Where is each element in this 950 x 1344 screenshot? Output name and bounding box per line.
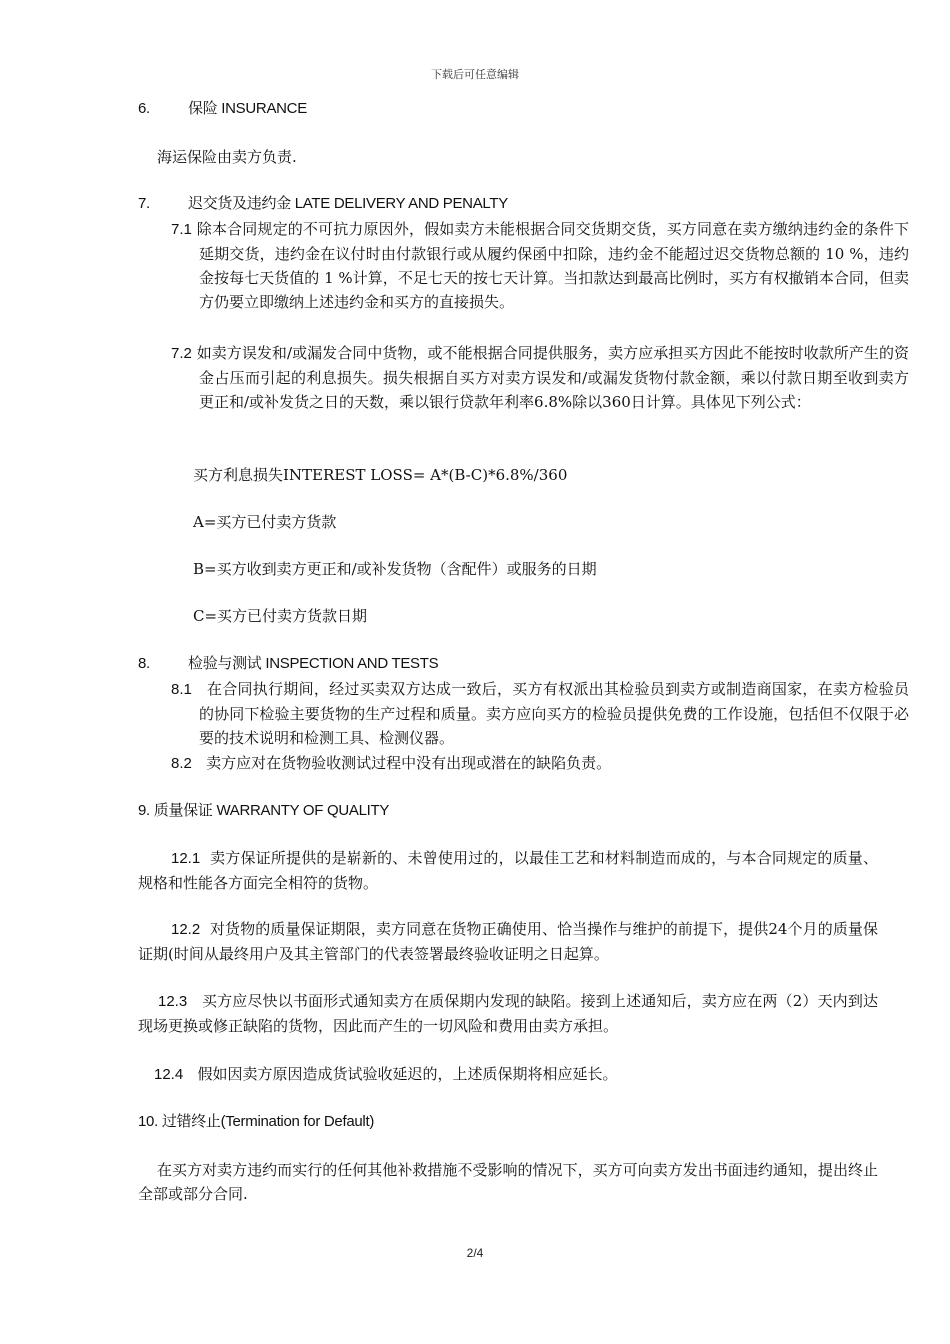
section-9-heading: 9. 质量保证 WARRANTY OF QUALITY — [138, 802, 390, 819]
clause-12-3 — [138, 989, 878, 1038]
section-7-title: 迟交货及违约金 LATE DELIVERY AND PENALTY — [188, 195, 508, 212]
section-8-title: 检验与测试 INSPECTION AND TESTS — [188, 655, 439, 672]
section-6-heading — [138, 97, 878, 121]
clause-12-4 — [138, 1062, 878, 1087]
section-6-title: 保险 INSURANCE — [188, 100, 307, 117]
clause-12-2 — [138, 917, 878, 966]
section-8-number: 8. — [138, 655, 150, 672]
clause-12-4-text: 假如因卖方原因造成货试验收延迟的，上述质保期将相应延长。 — [197, 1065, 618, 1083]
clause-12-1-number: 12.1 — [171, 850, 201, 867]
clause-8-1 — [171, 677, 909, 750]
clause-7-2 — [171, 341, 909, 414]
definition-c: C=买方已付卖方货款日期 — [193, 607, 368, 625]
clause-7-1-text: 除本合同规定的不可抗力原因外，假如卖方未能根据合同交货期交货，买方同意在卖方缴纳违约金的条件下延期交货，违约金在议付时由付款银行或从履约保函中扣除，违约金不能超过迟交货物总额的 10 %，违约金按每七天货值的 1 %计算，不足七天的按七天计算。当扣款达到最高比例时，买方有权撤销本合同，但卖方仍要立即缴纳上述违约金和买方的直接损失。 — [196, 220, 909, 311]
clause-8-2-number: 8.2 — [171, 755, 192, 772]
page-number: 2/4 — [466, 1246, 484, 1260]
clause-7-2-number: 7.2 — [171, 345, 192, 362]
clause-12-2-text: 对货物的质量保证期限，卖方同意在货物正确使用、恰当操作与维护的前提下，提供24个月的质量保证期(时间从最终用户及其主管部门的代表签署最终验收证明之日起算。 — [138, 920, 879, 963]
section-6-body: 海运保险由卖方负责. — [157, 148, 297, 166]
clause-12-3-number: 12.3 — [158, 993, 188, 1010]
section-10-heading: 10. 过错终止(Termination for Default) — [138, 1113, 375, 1130]
definition-b: B=买方收到卖方更正和/或补发货物（含配件）或服务的日期 — [193, 560, 597, 578]
clause-7-1 — [171, 217, 909, 314]
section-6-number: 6. — [138, 100, 150, 117]
section-8-heading — [138, 652, 878, 676]
page-header: 下载后可任意编辑 — [431, 68, 519, 81]
clause-7-1-number: 7.1 — [171, 221, 192, 238]
clause-8-1-text: 在合同执行期间，经过买卖双方达成一致后，买方有权派出其检验员到卖方或制造商国家，在卖方检验员的协同下检验主要货物的生产过程和质量。卖方应向买方的检验员提供免费的工作设施，包括但不仅限于必要的技术说明和检测工具、检测仪器。 — [199, 680, 909, 747]
definition-a: A=买方已付卖方货款 — [193, 513, 337, 531]
interest-formula: 买方利息损失INTEREST LOSS= A*(B-C)*6.8%/360 — [193, 466, 568, 484]
clause-8-2 — [171, 751, 909, 776]
clause-12-3-text: 买方应尽快以书面形式通知卖方在质保期内发现的缺陷。接到上述通知后，卖方应在两（2）天内到达现场更换或修正缺陷的货物，因此而产生的一切风险和费用由卖方承担。 — [138, 992, 878, 1035]
clause-12-4-number: 12.4 — [154, 1066, 184, 1083]
clause-8-2-text: 卖方应对在货物验收测试过程中没有出现或潜在的缺陷负责。 — [206, 754, 612, 772]
clause-12-1-text: 卖方保证所提供的是崭新的、未曾使用过的，以最佳工艺和材料制造而成的，与本合同规定的质量、规格和性能各方面完全相符的货物。 — [138, 849, 878, 892]
clause-12-2-number: 12.2 — [171, 921, 201, 938]
clause-7-2-text: 如卖方误发和/或漏发合同中货物，或不能根据合同提供服务，卖方应承担买方因此不能按时收款所产生的资金占压而引起的利息损失。损失根据自买方对卖方误发和/或漏发货物付款金额，乘以付款日期至收到卖方更正和/或补发货之日的天数，乘以银行贷款年利率6.8%除以360日计算。具体见下列公式： — [196, 344, 909, 411]
clause-8-1-number: 8.1 — [171, 681, 192, 698]
section-7-heading — [138, 192, 878, 216]
clause-12-1 — [138, 846, 878, 895]
section-7-number: 7. — [138, 195, 150, 212]
section-10-body: 在买方对卖方违约而实行的任何其他补救措施不受影响的情况下，买方可向卖方发出书面违约通知，提出终止全部或部分合同. — [138, 1161, 878, 1203]
